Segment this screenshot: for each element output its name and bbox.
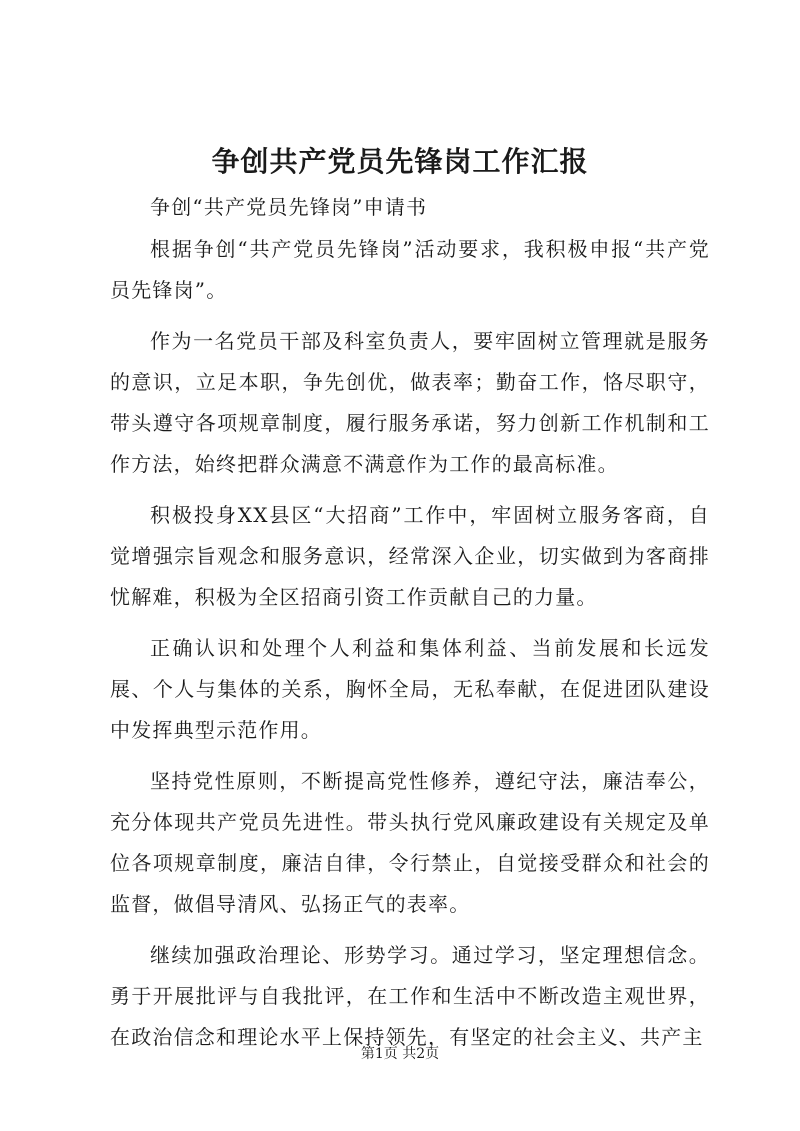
paragraph: 作为一名党员干部及科室负责人，要牢固树立管理就是服务的意识，立足本职，争先创优，做表率；勤奋工作，恪尽职守，带头遵守各项规章制度，履行服务承诺，努力创新工作机制和工作方法，始终把群众满意不满意作为工作的最高标准。 [110,329,710,476]
paragraph: 根据争创“共产党员先锋岗”活动要求，我积极申报“共产党员先锋岗”。 [110,237,710,302]
page-number-footer: 第1页 共2页 [360,1046,440,1062]
document-body [110,187,710,1068]
paragraph: 正确认识和处理个人利益和集体利益、当前发展和长远发展、个人与集体的关系，胸怀全局，无私奉献，在促进团队建设中发挥典型示范作用。 [110,636,710,742]
paragraph: 坚持党性原则，不断提高党性修养，遵纪守法，廉洁奉公，充分体现共产党员先进性。带头执行党风廉政建设有关规定及单位各项规章制度，廉洁自律，令行禁止，自觉接受群众和社会的监督，做倡导清风、弘扬正气的表率。 [110,769,710,916]
paragraph-heading: 争创“共产党员先锋岗”申请书 [150,195,428,219]
paragraph: 积极投身XX县区“大招商”工作中，牢固树立服务客商，自觉增强宗旨观念和服务意识，经常深入企业，切实做到为客商排忧解难，积极为全区招商引资工作贡献自己的力量。 [110,503,710,609]
paragraph: 继续加强政治理论、形势学习。通过学习，坚定理想信念。勇于开展批评与自我批评，在工作和生活中不断改造主观世界，在政治信念和理论水平上保持领先，有坚定的社会主义、共产主 [110,943,710,1049]
document-title: 争创共产党员先锋岗工作汇报 [211,145,589,178]
